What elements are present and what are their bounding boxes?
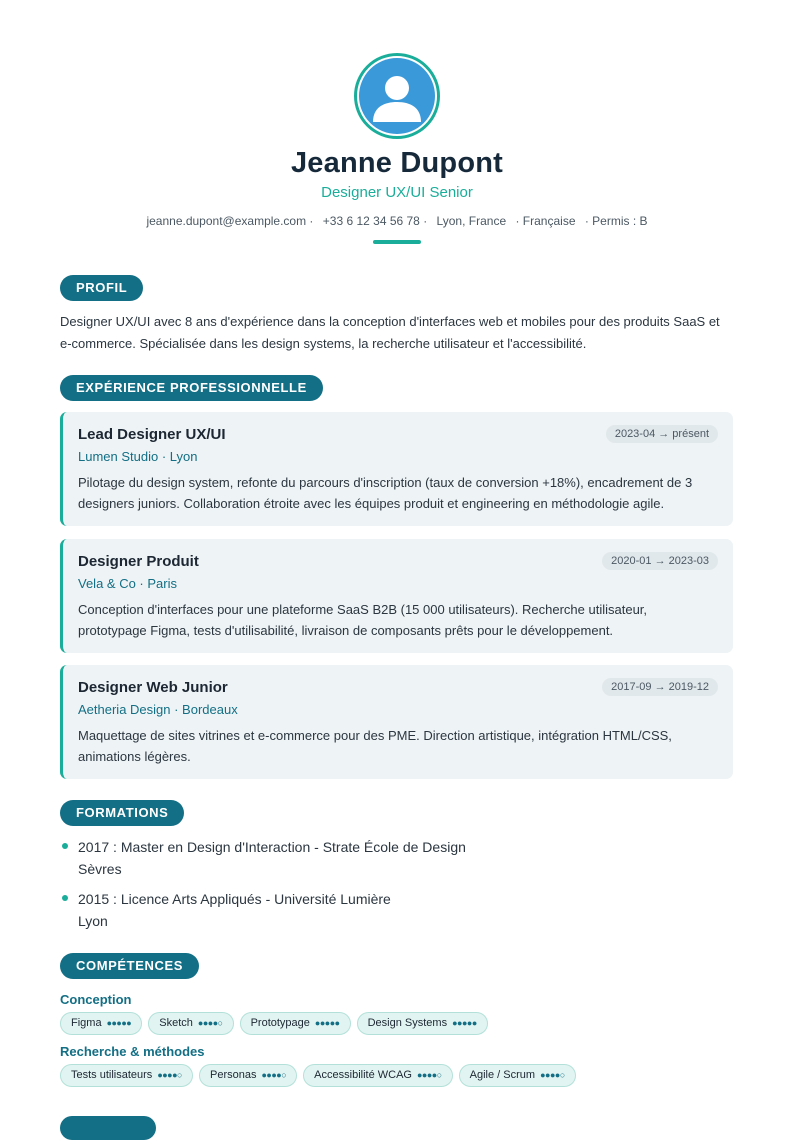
skill-chip	[357, 1012, 488, 1035]
job-description: Pilotage du design system, refonte du parcours d'inscription (taux de conversion +18%), encadrement de 3 designers juniors. Collaboration étroite avec les équipes produit et engineering en méthodologie agile.	[78, 475, 693, 511]
job-company: Aetheria Design · Bordeaux	[78, 702, 238, 717]
skill-label: Sketch	[159, 1017, 193, 1029]
education-section	[60, 800, 733, 932]
skill-level: ●●●●○	[540, 1070, 565, 1080]
skill-level: ●●●●○	[416, 1070, 442, 1080]
skill-chip	[60, 1012, 142, 1035]
skill-category-title: Conception	[60, 992, 132, 1007]
job-role: Lead Designer UX/UI	[78, 425, 226, 443]
education-location: Sèvres	[78, 861, 122, 877]
skill-chip	[459, 1064, 576, 1087]
bullet-dot	[62, 895, 68, 901]
profile-section	[60, 275, 733, 355]
job-company: Lumen Studio · Lyon	[78, 449, 198, 464]
contact-email: jeanne.dupont@example.com ·	[146, 214, 314, 228]
job-date-badge: 2020-01 → 2023-03	[602, 552, 718, 570]
skill-level: ●●●●○	[157, 1070, 182, 1080]
education-location: Lyon	[78, 913, 108, 929]
skill-level: ●●●●○	[197, 1018, 223, 1028]
contact-location: Lyon, France	[436, 214, 507, 228]
skill-chip	[148, 1012, 233, 1035]
skill-label: Tests utilisateurs	[71, 1069, 153, 1081]
header-divider	[373, 240, 421, 244]
experience-section	[60, 375, 733, 401]
skills-section	[60, 953, 733, 1087]
job-company: Vela & Co · Paris	[78, 576, 177, 591]
skill-chip	[303, 1064, 452, 1087]
contact-line	[0, 214, 794, 228]
avatar	[354, 53, 440, 139]
section-heading-skills: COMPÉTENCES	[60, 953, 199, 979]
skill-level: ●●●●○	[261, 1070, 287, 1080]
skill-chip	[240, 1012, 351, 1035]
skill-level: ●●●●●	[106, 1018, 132, 1028]
job-description: Maquettage de sites vitrines et e-commerce pour des PME. Direction artistique, intégration HTML/CSS, animations légères.	[78, 728, 672, 764]
skill-label: Agile / Scrum	[469, 1069, 536, 1081]
candidate-name: Jeanne Dupont	[290, 147, 504, 179]
skill-category	[60, 992, 733, 1035]
job-date-badge: 2017-09 → 2019-12	[602, 678, 718, 696]
skill-level: ●●●●●	[452, 1018, 477, 1028]
education-degree: 2017 : Master en Design d'Interaction - Strate École de Design	[78, 839, 466, 855]
skill-level: ●●●●●	[314, 1018, 340, 1028]
skill-label: Personas	[210, 1069, 257, 1081]
contact-phone: +33 6 12 34 56 78 ·	[322, 214, 428, 228]
section-heading-next	[60, 1116, 156, 1140]
section-heading-education: FORMATIONS	[60, 800, 184, 826]
job-description: Conception d'interfaces pour une plateforme SaaS B2B (15 000 utilisateurs). Recherche utilisateur, prototypage Figma, tests d'utilisabilité, livraison de composants prêts pour le développement.	[78, 602, 648, 638]
skill-chip	[60, 1064, 193, 1087]
user-icon	[359, 58, 435, 134]
education-item	[60, 836, 733, 880]
profile-text: Designer UX/UI avec 8 ans d'expérience dans la conception d'interfaces web et mobiles pour des produits SaaS et e-commerce. Spécialisée dans les design systems, la recherche utilisateur et l'accessibilité.	[60, 314, 720, 351]
contact-nationality: · Française	[515, 214, 576, 228]
education-degree: 2015 : Licence Arts Appliqués - Université Lumière	[78, 891, 391, 907]
section-heading-profile: PROFIL	[60, 275, 143, 301]
skill-category-title: Recherche & méthodes	[60, 1044, 205, 1059]
job-card	[60, 665, 733, 779]
job-role: Designer Produit	[78, 552, 199, 570]
education-item	[60, 888, 733, 932]
skill-label: Figma	[71, 1017, 102, 1029]
skill-label: Accessibilité WCAG	[314, 1069, 412, 1081]
contact-license: · Permis : B	[584, 214, 648, 228]
job-card	[60, 539, 733, 653]
skill-label: Prototypage	[250, 1017, 310, 1029]
job-date-badge: 2023-04 → présent	[606, 425, 718, 443]
bullet-dot	[62, 843, 68, 849]
section-heading-experience: EXPÉRIENCE PROFESSIONNELLE	[60, 375, 323, 401]
resume-header	[0, 0, 794, 244]
job-title: Designer UX/UI Senior	[321, 184, 473, 201]
skill-label: Design Systems	[367, 1017, 448, 1029]
skill-chip	[199, 1064, 297, 1087]
skill-category	[60, 1044, 733, 1087]
job-role: Designer Web Junior	[78, 678, 228, 696]
job-card	[60, 412, 733, 526]
